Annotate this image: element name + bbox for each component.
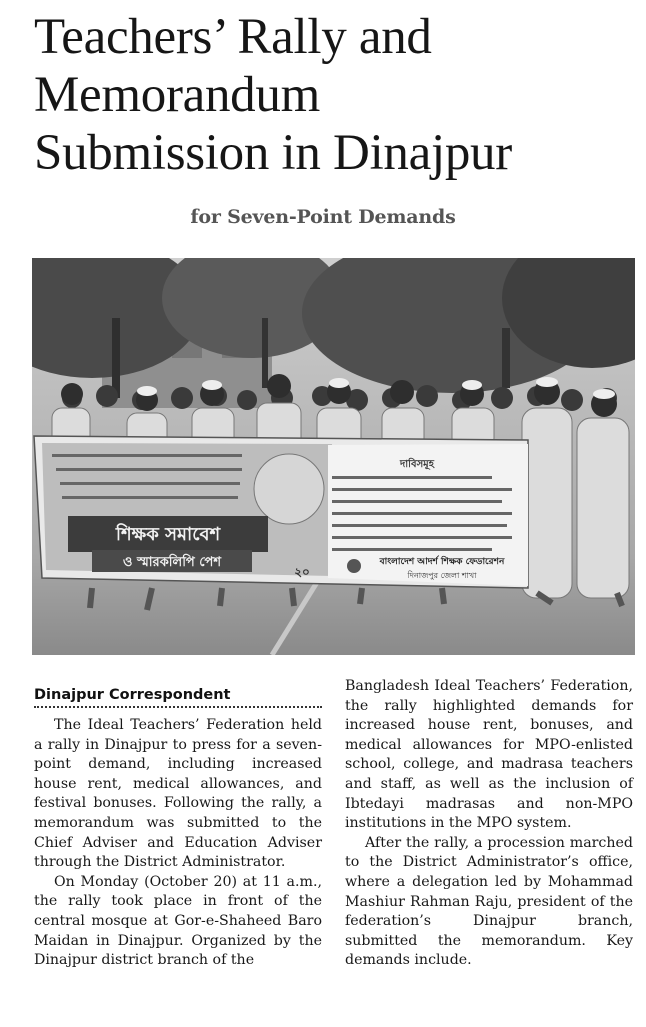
banner-main-text-2: ও স্মারকলিপি পেশ — [122, 555, 222, 570]
article-paragraph: Bangladesh Ideal Teachers’ Federation, the rally highlighted demands for increased house rent, bonuses, and medical allowances for MPO-enlisted school, college, and madrasa teachers and staff, as well as the inclusion of Ibtedayi madrasas and non-MPO institutions in the MPO system. — [345, 678, 633, 832]
federation-logo-icon — [347, 559, 361, 573]
rally-photo — [32, 258, 635, 655]
byline: Dinajpur Correspondent — [34, 687, 322, 708]
article-paragraph: After the rally, a procession marched to the District Administrator’s office, where a delegation led by Mohammad Mashiur Rahman Raju, president of the federation’s Dinajpur branch, submitted the memorandum. Key demands include. — [345, 834, 633, 969]
article-column-2 — [345, 677, 633, 971]
banner-number: ২০ — [294, 565, 310, 579]
rally-photo-illustration — [32, 258, 635, 655]
headline-line-2: Memorandum — [34, 67, 320, 123]
headline-line-3: Submission in Dinajpur — [34, 125, 512, 181]
banner-branch-name: দিনাজপুর জেলা শাখা — [407, 571, 477, 580]
headline — [34, 8, 634, 182]
banner-title-text: দাবিসমূহ — [400, 459, 434, 470]
rally-banner — [34, 436, 528, 588]
banner-org-name: বাংলাদেশ আদর্শ শিক্ষক ফেডারেশন — [379, 557, 505, 567]
banner-main-text-1: শিক্ষক সমাবেশ — [115, 524, 221, 545]
article-paragraph: On Monday (October 20) at 11 a.m., the rally took place in front of the central mosque at Gor-e-Shaheed Baro Maidan in Dinajpur. Organized by the Dinajpur district branch of the — [34, 873, 322, 969]
subheadline: for Seven-Point Demands — [190, 206, 456, 228]
headline-line-1: Teachers’ Rally and — [34, 9, 432, 65]
article-paragraph: The Ideal Teachers’ Federation held a rally in Dinajpur to press for a seven-point demand, including increased house rent, medical allowances, and festival bonuses. Following the rally, a memorandum was submitted to the Chief Adviser and Education Adviser through the District Administrator. — [34, 717, 322, 871]
article-column-1 — [34, 716, 322, 971]
